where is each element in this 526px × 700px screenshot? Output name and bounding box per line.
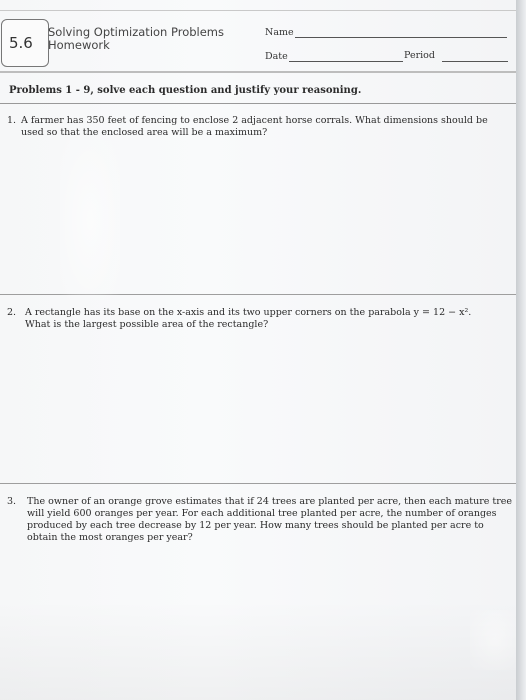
page-edge bbox=[516, 0, 526, 700]
problem-3-text bbox=[27, 496, 512, 544]
worksheet-title bbox=[48, 26, 224, 52]
photo-shadow bbox=[0, 600, 516, 700]
name-line[interactable] bbox=[295, 37, 507, 38]
problem-3-line2: will yield 600 oranges per year. For each additional tree planted per acre, the number of oranges bbox=[27, 508, 497, 519]
photo-glare bbox=[60, 140, 120, 300]
problem-2-divider bbox=[0, 483, 516, 484]
problem-1-text bbox=[21, 115, 488, 139]
problem-3-line3: produced by each tree decrease by 12 per year. How many trees should be planted per acre to bbox=[27, 520, 484, 531]
problem-2-line2: What is the largest possible area of the rectangle? bbox=[25, 319, 269, 330]
name-label: Name bbox=[265, 27, 294, 38]
date-label: Date bbox=[265, 51, 288, 62]
problem-1-line1: A farmer has 350 feet of fencing to enclose 2 adjacent horse corrals. What dimensions should be bbox=[21, 115, 488, 126]
period-line[interactable] bbox=[442, 61, 508, 62]
problem-2-text bbox=[25, 307, 471, 331]
header-divider bbox=[0, 71, 516, 73]
problem-3-number: 3. bbox=[7, 496, 17, 507]
worksheet-title-line1: Solving Optimization Problems bbox=[48, 25, 225, 39]
section-number: 5.6 bbox=[9, 34, 33, 52]
worksheet-title-line2: Homework bbox=[48, 38, 110, 52]
problem-1-line2: used so that the enclosed area will be a maximum? bbox=[21, 127, 268, 138]
problem-3-line4: obtain the most oranges per year? bbox=[27, 532, 193, 543]
problem-2-number: 2. bbox=[7, 307, 17, 318]
date-line[interactable] bbox=[289, 61, 403, 62]
top-rule bbox=[0, 10, 516, 11]
period-label: Period bbox=[404, 50, 435, 61]
problem-1-number: 1. bbox=[7, 115, 17, 126]
problem-3-line1: The owner of an orange grove estimates that if 24 trees are planted per acre, then each mature tree bbox=[27, 496, 512, 507]
problem-2-line1: A rectangle has its base on the x-axis and its two upper corners on the parabola y = 12 − x². bbox=[25, 307, 472, 318]
instructions-divider bbox=[0, 103, 516, 104]
instructions: Problems 1 - 9, solve each question and justify your reasoning. bbox=[9, 85, 362, 96]
